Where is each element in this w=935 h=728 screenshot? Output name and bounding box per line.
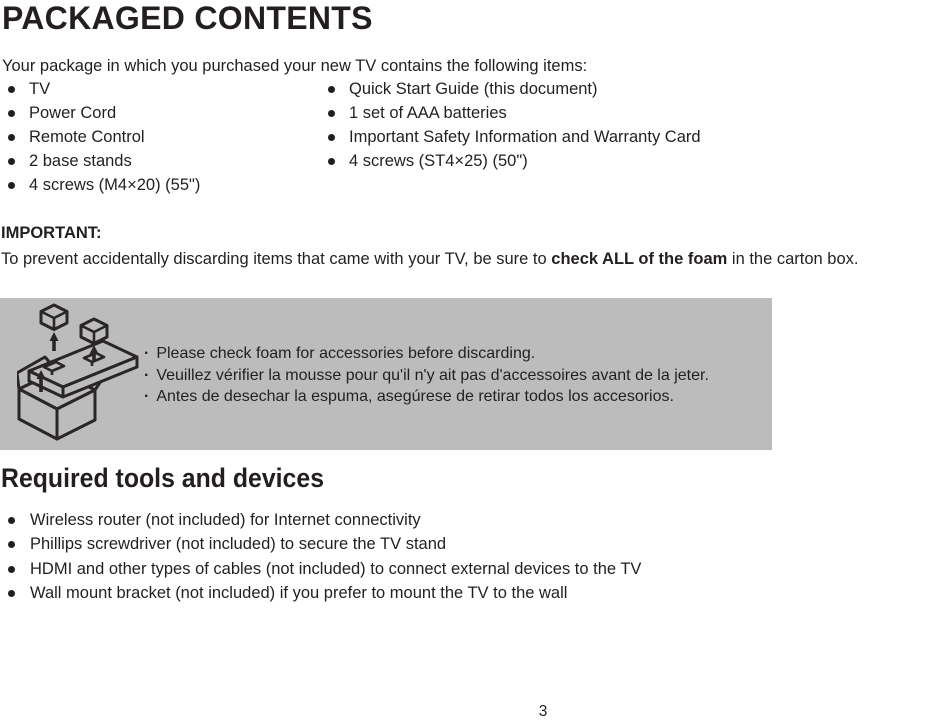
bullet-icon — [328, 158, 335, 165]
intro-text: Your package in which you purchased your new TV contains the following items: — [2, 57, 588, 75]
list-item-label: 2 base stands — [29, 151, 132, 170]
bullet-icon — [328, 86, 335, 93]
foam-notice-line — [144, 343, 709, 365]
page-title: PACKAGED CONTENTS — [2, 0, 373, 36]
bullet-icon — [8, 86, 15, 93]
list-item-label: 4 screws (ST4×25) (50") — [349, 151, 528, 170]
bullet-icon — [8, 541, 15, 548]
list-item — [8, 149, 200, 173]
list-item — [8, 557, 641, 582]
foam-notice-line-text: Please check foam for accessories before discarding. — [156, 345, 536, 362]
bullet-icon — [8, 182, 15, 189]
foam-notice-text — [144, 343, 709, 408]
list-item — [328, 77, 701, 101]
list-item-label: Quick Start Guide (this document) — [349, 79, 598, 98]
tools-list — [8, 508, 641, 606]
list-item — [8, 125, 200, 149]
list-item — [328, 101, 701, 125]
bullet-icon — [8, 134, 15, 141]
list-item-label: 4 screws (M4×20) (55") — [29, 175, 201, 194]
middot-bullet-icon: · — [144, 388, 150, 405]
bullet-icon — [8, 566, 15, 573]
important-text — [1, 250, 858, 269]
bullet-icon — [8, 158, 15, 165]
foam-notice-panel — [0, 298, 772, 450]
list-item — [328, 149, 701, 173]
middot-bullet-icon: · — [144, 366, 150, 384]
foam-notice-line-text: Antes de desechar la espuma, asegúrese de retirar todos los accesorios. — [156, 388, 674, 405]
bullet-icon — [8, 517, 15, 524]
list-item-label: Wall mount bracket (not included) if you prefer to mount the TV to the wall — [30, 584, 568, 603]
list-item — [8, 508, 641, 533]
list-item-label: Phillips screwdriver (not included) to secure the TV stand — [30, 535, 447, 554]
list-item-label: TV — [29, 79, 51, 98]
list-item-label: Remote Control — [29, 127, 145, 146]
important-label: IMPORTANT: — [1, 224, 102, 242]
package-items-left — [8, 77, 200, 197]
important-text-bold: check ALL of the foam — [551, 250, 728, 268]
list-item-label: 1 set of AAA batteries — [349, 103, 507, 122]
bullet-icon — [8, 590, 15, 597]
carton-foam-illustration — [17, 301, 143, 443]
list-item-label: HDMI and other types of cables (not included) to connect external devices to the TV — [30, 559, 642, 578]
bullet-icon — [8, 110, 15, 117]
list-item-label: Wireless router (not included) for Internet connectivity — [30, 510, 421, 529]
bullet-icon — [328, 134, 335, 141]
list-item — [8, 582, 641, 607]
list-item-label: Power Cord — [29, 103, 117, 122]
bullet-icon — [328, 110, 335, 117]
tools-heading: Required tools and devices — [1, 463, 325, 493]
important-text-post: in the carton box. — [727, 250, 859, 268]
list-item-label: Important Safety Information and Warranty Card — [349, 127, 701, 146]
list-item — [328, 125, 701, 149]
page-number: 3 — [538, 703, 548, 720]
foam-notice-line — [144, 386, 709, 408]
list-item — [8, 101, 200, 125]
foam-notice-line-text: Veuillez vérifier la mousse pour qu'il n'y ait pas d'accessoires avant de la jeter. — [156, 366, 709, 384]
list-item — [8, 173, 200, 197]
list-item — [8, 533, 641, 558]
middot-bullet-icon: · — [144, 345, 150, 362]
foam-notice-line — [144, 365, 709, 387]
list-item — [8, 77, 200, 101]
important-text-pre: To prevent accidentally discarding items that came with your TV, be sure to — [1, 250, 552, 268]
package-items-right — [328, 77, 701, 173]
